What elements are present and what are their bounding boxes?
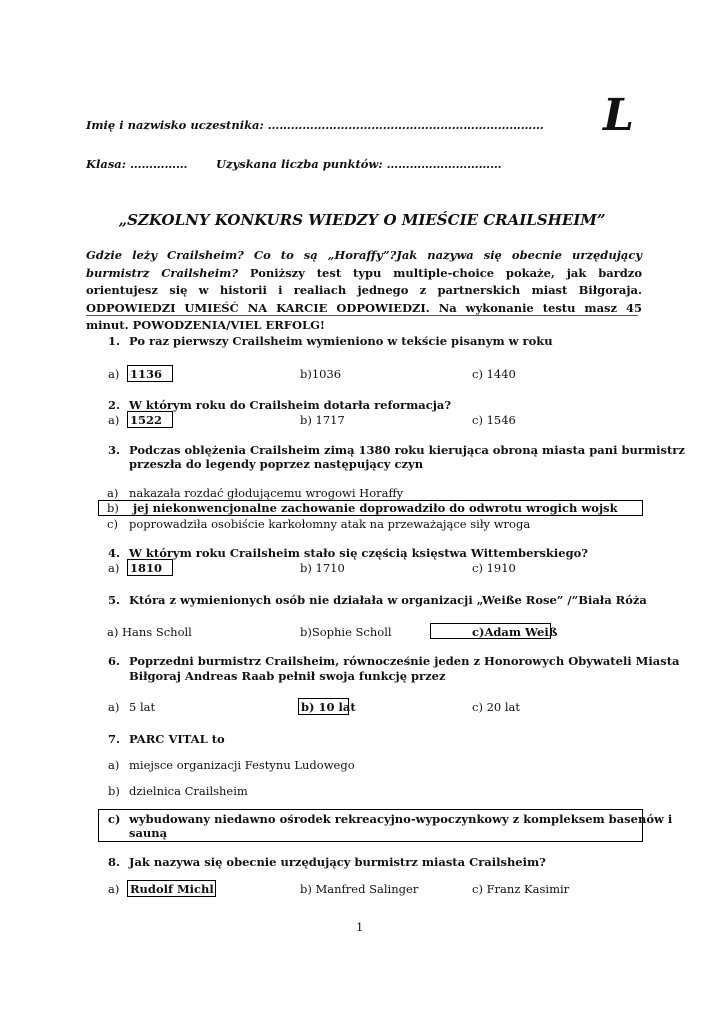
intro-divider xyxy=(86,315,638,316)
question-1-option-a: 1136 xyxy=(130,367,163,381)
question-1-number: 1. xyxy=(108,334,121,348)
question-7-option-a-label: a) xyxy=(108,758,120,772)
intro-paragraph xyxy=(86,247,642,335)
question-1-text: Po raz pierwszy Crailsheim wymieniono w tekście pisanym w roku xyxy=(129,334,553,348)
question-2-text: W którym roku do Crailsheim dotarła reformacja? xyxy=(129,398,452,412)
question-6-option-a: 5 lat xyxy=(129,700,156,714)
question-7-option-a: miejsce organizacji Festynu Ludowego xyxy=(129,758,355,772)
question-6-option-c: c) 20 lat xyxy=(472,700,521,714)
question-6-text-line2: Biłgoraj Andreas Raab pełnił swoja funkcję przez xyxy=(129,669,446,683)
page-title: „SZKOLNY KONKURS WIEDZY O MIEŚCIE CRAILSHEIM” xyxy=(118,211,606,229)
question-2-number: 2. xyxy=(108,398,121,412)
question-4-number: 4. xyxy=(108,546,121,560)
question-1-option-a-label: a) xyxy=(108,367,120,381)
question-6-option-a-label: a) xyxy=(108,700,120,714)
question-7-option-c-line1: wybudowany niedawno ośrodek rekreacyjno-wypoczynkowy z kompleksem basenów i xyxy=(129,812,673,826)
question-5-text: Która z wymienionych osób nie działała w organizacji „Weiße Rose” /”Biała Róża xyxy=(129,593,647,607)
question-3-option-c: poprowadziła osobiście karkołomny atak na przeważające siły wroga xyxy=(129,517,531,531)
question-7-option-c-label: c) xyxy=(108,812,121,826)
question-5-number: 5. xyxy=(108,593,121,607)
question-8-text: Jak nazywa się obecnie urzędujący burmistrz miasta Crailsheim? xyxy=(129,855,546,869)
question-3-option-b-label: b) xyxy=(107,501,119,515)
question-5-option-b: b)Sophie Scholl xyxy=(300,625,392,639)
question-8-option-c: c) Franz Kasimir xyxy=(472,882,570,896)
question-7-text: PARC VITAL to xyxy=(129,732,225,746)
question-4-option-a-label: a) xyxy=(108,561,120,575)
question-3-option-c-label: c) xyxy=(107,517,118,531)
question-1-option-b: b)1036 xyxy=(300,367,342,381)
question-2-option-c: c) 1546 xyxy=(472,413,516,427)
question-3-number: 3. xyxy=(108,443,121,457)
question-2-option-a-label: a) xyxy=(108,413,120,427)
question-4-option-a: 1810 xyxy=(130,561,163,575)
question-8-option-a-label: a) xyxy=(108,882,120,896)
question-3-text-line2: przeszła do legendy poprzez następujący czyn xyxy=(129,457,424,471)
question-3-option-a: nakazała rozdać głodującemu wrogowi Horaffy xyxy=(129,486,404,500)
question-1-option-c: c) 1440 xyxy=(472,367,516,381)
question-6-text-line1: Poprzedni burmistrz Crailsheim, równocześnie jeden z Honorowych Obywateli Miasta xyxy=(129,654,680,668)
question-3-option-b: jej niekonwencjonalne zachowanie doprowadziło do odwrotu wrogich wojsk xyxy=(133,501,618,515)
question-7-number: 7. xyxy=(108,732,121,746)
participant-name-field: Imię i nazwisko uczestnika: ……………………………………………………………… xyxy=(86,118,544,132)
question-5-option-c: c)Adam Weiß xyxy=(472,625,558,639)
question-2-option-a: 1522 xyxy=(130,413,163,427)
question-4-text: W którym roku Crailsheim stało się częścią księstwa Wittemberskiego? xyxy=(129,546,589,560)
intro-questions: Gdzie leży Crailsheim? Co to są „Horaffy”?Jak nazywa się obecnie urzędujący burmistrz Crailsheim? xyxy=(86,248,642,280)
page-number: 1 xyxy=(356,920,364,934)
intro-instructions: Poniższy test typu multiple-choice pokaże, jak bardzo orientujesz się w historii i realiach jednego z partnerskich miast Biłgoraja. ODPOWIEDZI UMIEŚĆ NA KARCIE ODPOWIEDZI. Na wykonanie testu masz 45 minut. POWODZENIA/VIEL ERFOLG! xyxy=(86,265,642,332)
question-3-text-line1: Podczas oblężenia Crailsheim zimą 1380 roku kierująca obroną miasta pani burmistrz xyxy=(129,443,685,457)
question-3-option-a-label: a) xyxy=(107,486,119,500)
question-7-option-b: dzielnica Crailsheim xyxy=(129,784,248,798)
question-6-number: 6. xyxy=(108,654,121,668)
points-field: Uzyskana liczba punktów: ………………………… xyxy=(216,157,502,171)
question-4-option-c: c) 1910 xyxy=(472,561,516,575)
question-2-option-b: b) 1717 xyxy=(300,413,345,427)
question-8-option-b: b) Manfred Salinger xyxy=(300,882,419,896)
question-5-option-a: a) Hans Scholl xyxy=(107,625,192,639)
version-letter: L xyxy=(603,90,634,141)
question-8-option-a: Rudolf Michl xyxy=(130,882,214,896)
question-8-number: 8. xyxy=(108,855,121,869)
question-6-option-b: b) 10 lat xyxy=(301,700,356,714)
question-4-option-b: b) 1710 xyxy=(300,561,345,575)
question-7-option-b-label: b) xyxy=(108,784,120,798)
class-field: Klasa: …………… xyxy=(86,157,188,171)
question-7-option-c-line2: sauną xyxy=(129,826,168,840)
